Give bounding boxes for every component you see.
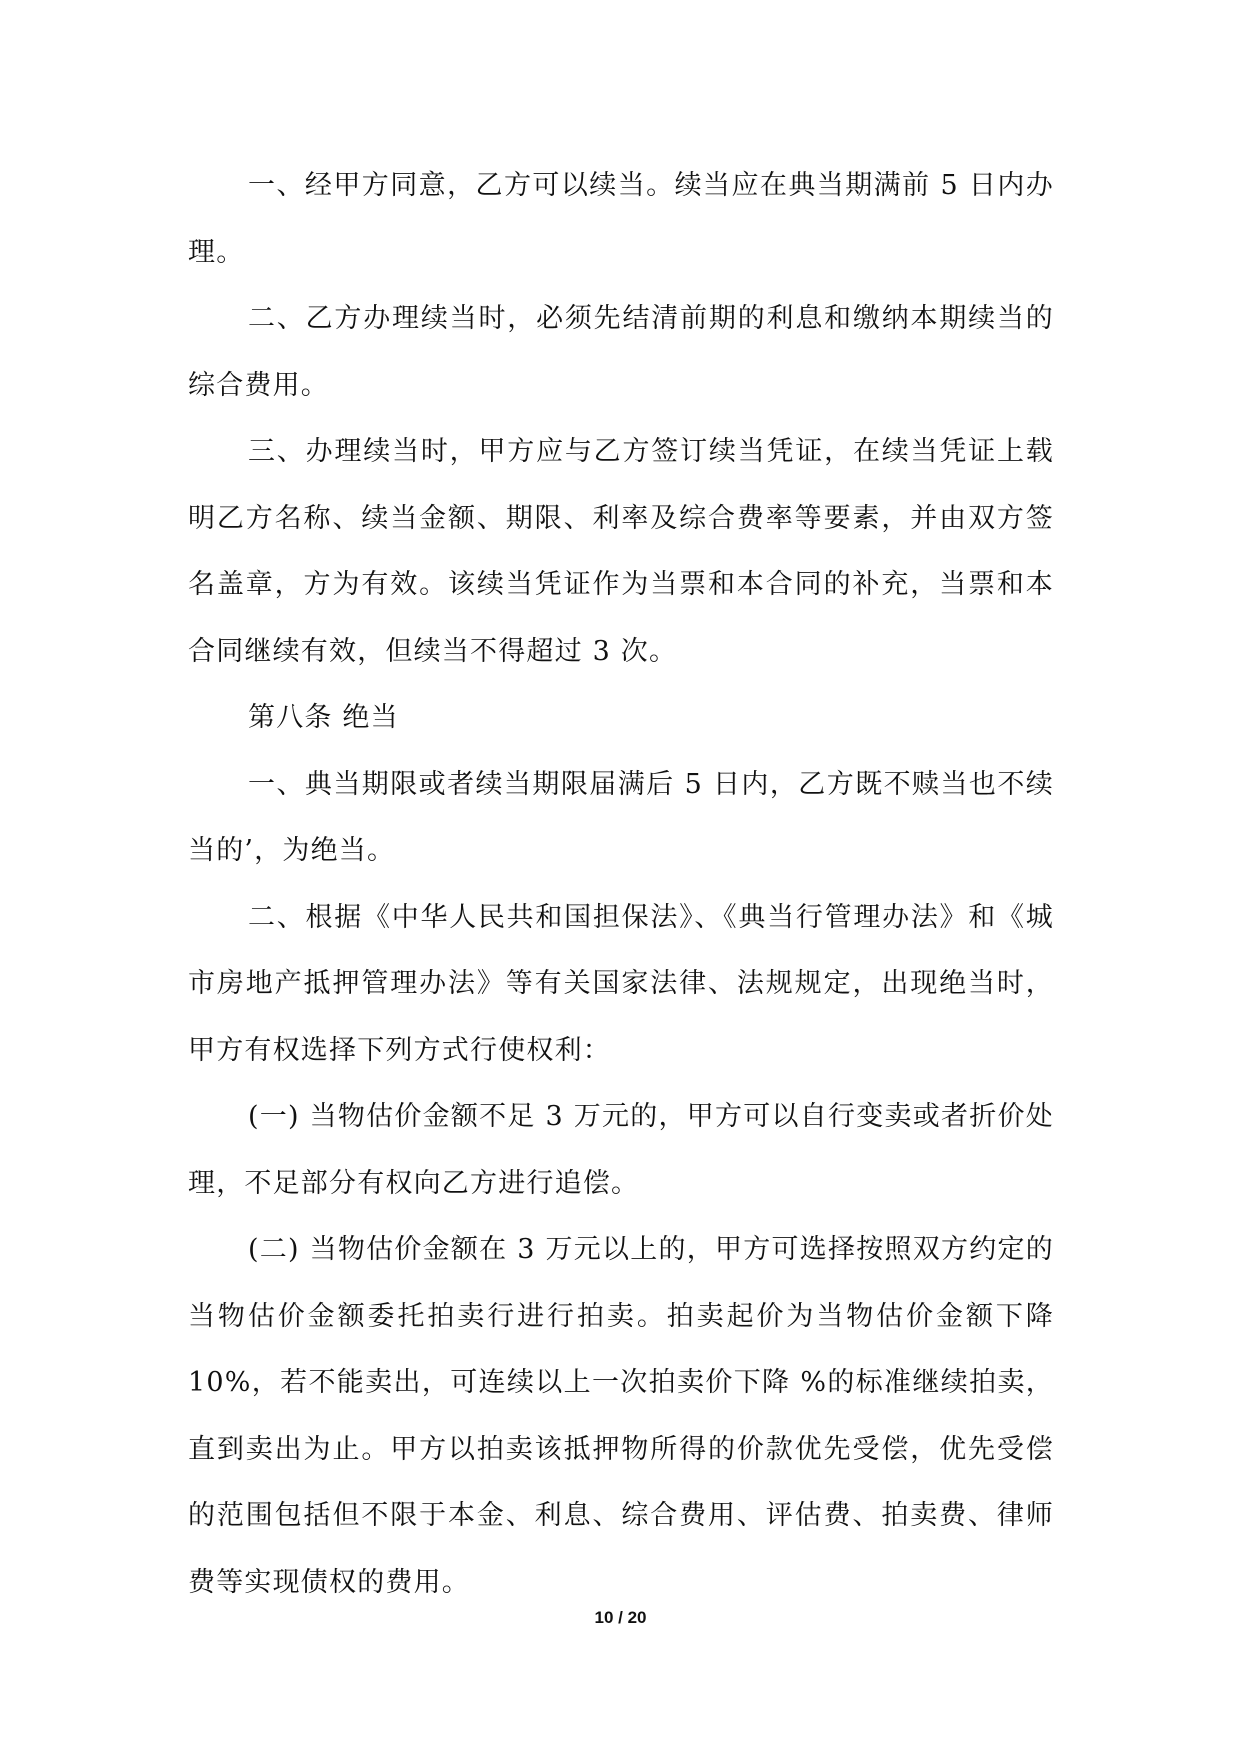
paragraph-forfeiture-rights: 二、根据《中华人民共和国担保法》、《典当行管理办法》和《城市房地产抵押管理办法》等有关国家法律、法规规定，出现绝当时，甲方有权选择下列方式行使权利： <box>188 901 1054 1066</box>
paragraph-renewal-fees: 二、乙方办理续当时，必须先结清前期的利息和缴纳本期续当的综合费用。 <box>188 303 1054 401</box>
document-body <box>188 153 1054 1616</box>
paragraph-forfeiture-auction: (二) 当物估价金额在 3 万元以上的，甲方可选择按照双方约定的当物估价金额委托拍卖行进行拍卖。拍卖起价为当物估价金额下降 10%，若不能卖出，可连续以上一次拍卖价下降 %的标准继续拍卖，直到卖出为止。甲方以拍卖该抵押物所得的价款优先受偿，优先受偿的范围包括但不限于本金、利息、综合费用、评估费、拍卖费、律师费等实现债权的费用。 <box>188 1234 1054 1598</box>
paragraph-forfeiture-under-30k: (一) 当物估价金额不足 3 万元的，甲方可以自行变卖或者折价处理，不足部分有权向乙方进行追偿。 <box>188 1101 1054 1199</box>
paragraph-forfeiture-definition: 一、典当期限或者续当期限届满后 5 日内，乙方既不赎当也不续当的’，为绝当。 <box>188 768 1054 866</box>
paragraph-renewal-certificate: 三、办理续当时，甲方应与乙方签订续当凭证，在续当凭证上载明乙方名称、续当金额、期限、利率及综合费率等要素，并由双方签名盖章，方为有效。该续当凭证作为当票和本合同的补充，当票和本合同继续有效，但续当不得超过 3 次。 <box>188 436 1054 667</box>
page-number: 10 / 20 <box>594 1608 647 1627</box>
paragraph-renewal-consent: 一、经甲方同意，乙方可以续当。续当应在典当期满前 5 日内办理。 <box>188 170 1054 268</box>
section-heading-article-8: 第八条 绝当 <box>248 702 399 733</box>
